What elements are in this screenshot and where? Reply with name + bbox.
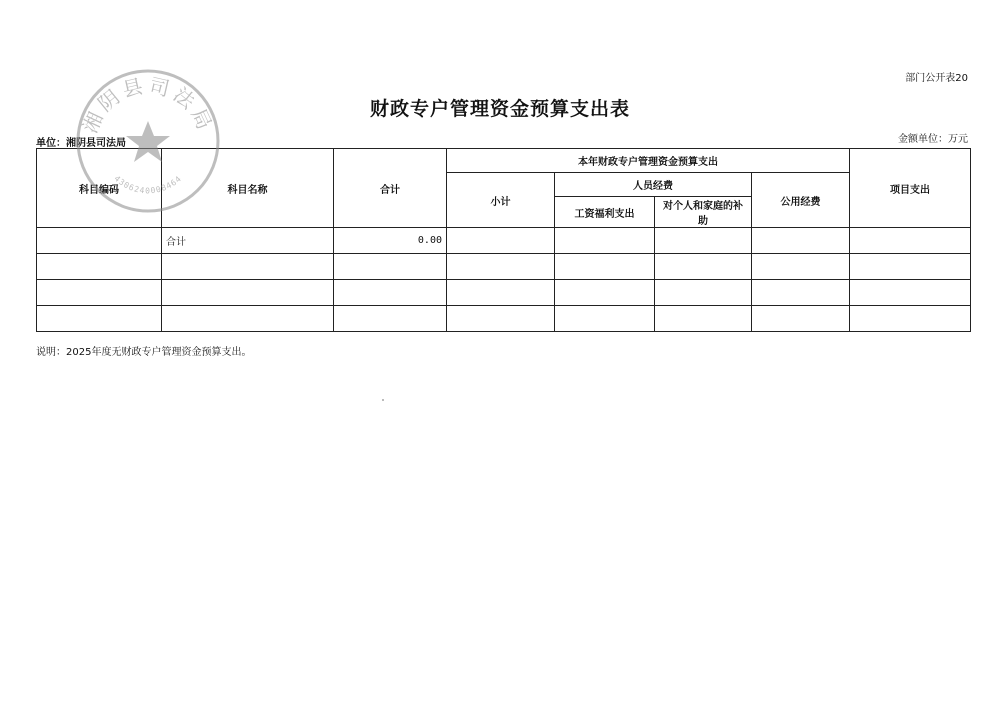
cell-subsidies bbox=[655, 306, 752, 332]
cell-name bbox=[162, 280, 334, 306]
cell-subtotal bbox=[447, 228, 555, 254]
col-header-project: 项目支出 bbox=[850, 149, 971, 228]
group-header-current-year: 本年财政专户管理资金预算支出 bbox=[447, 149, 850, 173]
seal-text: 湘阴县司法局 bbox=[77, 73, 219, 137]
col-header-public: 公用经费 bbox=[752, 173, 850, 228]
cell-subsidies bbox=[655, 228, 752, 254]
official-seal-icon bbox=[73, 66, 223, 216]
col-header-name: 科目名称 bbox=[162, 149, 334, 228]
table-row bbox=[37, 254, 971, 280]
cell-name: 合计 bbox=[162, 228, 334, 254]
cell-wages bbox=[555, 254, 655, 280]
cell-public bbox=[752, 306, 850, 332]
cell-project bbox=[850, 306, 971, 332]
cell-name bbox=[162, 254, 334, 280]
col-header-subsidies: 对个人和家庭的补助 bbox=[655, 197, 752, 228]
cell-code bbox=[37, 280, 162, 306]
cell-wages bbox=[555, 228, 655, 254]
cell-project bbox=[850, 280, 971, 306]
cell-public bbox=[752, 228, 850, 254]
cell-subtotal bbox=[447, 254, 555, 280]
cell-subtotal bbox=[447, 280, 555, 306]
col-header-total: 合计 bbox=[334, 149, 447, 228]
seal-number: 4306240008464 bbox=[112, 173, 184, 196]
col-header-code: 科目编码 bbox=[37, 149, 162, 228]
cell-total: 0.00 bbox=[334, 228, 447, 254]
cell-name bbox=[162, 306, 334, 332]
cell-total bbox=[334, 306, 447, 332]
cell-project bbox=[850, 254, 971, 280]
table-row bbox=[37, 228, 971, 254]
cell-total bbox=[334, 280, 447, 306]
page-title: 财政专户管理资金预算支出表 bbox=[369, 98, 630, 120]
cell-code bbox=[37, 228, 162, 254]
cell-public bbox=[752, 280, 850, 306]
col-header-wages: 工资福利支出 bbox=[555, 197, 655, 228]
cell-code bbox=[37, 306, 162, 332]
cell-subsidies bbox=[655, 254, 752, 280]
cell-total bbox=[334, 254, 447, 280]
unit-label: 单位：湘阴县司法局 bbox=[36, 138, 126, 149]
cell-subtotal bbox=[447, 306, 555, 332]
cell-project bbox=[850, 228, 971, 254]
cell-public bbox=[752, 254, 850, 280]
col-header-subtotal: 小计 bbox=[447, 173, 555, 228]
form-number: 部门公开表20 bbox=[905, 73, 968, 84]
footnote: 说明：2025年度无财政专户管理资金预算支出。 bbox=[36, 347, 252, 358]
cell-wages bbox=[555, 280, 655, 306]
cell-wages bbox=[555, 306, 655, 332]
amount-unit-label: 金额单位：万元 bbox=[898, 134, 968, 145]
star-icon bbox=[126, 121, 170, 162]
group-header-personnel: 人员经费 bbox=[555, 173, 752, 197]
table-row bbox=[37, 306, 971, 332]
table-row bbox=[37, 280, 971, 306]
cell-subsidies bbox=[655, 280, 752, 306]
scan-speck bbox=[382, 399, 384, 401]
cell-code bbox=[37, 254, 162, 280]
